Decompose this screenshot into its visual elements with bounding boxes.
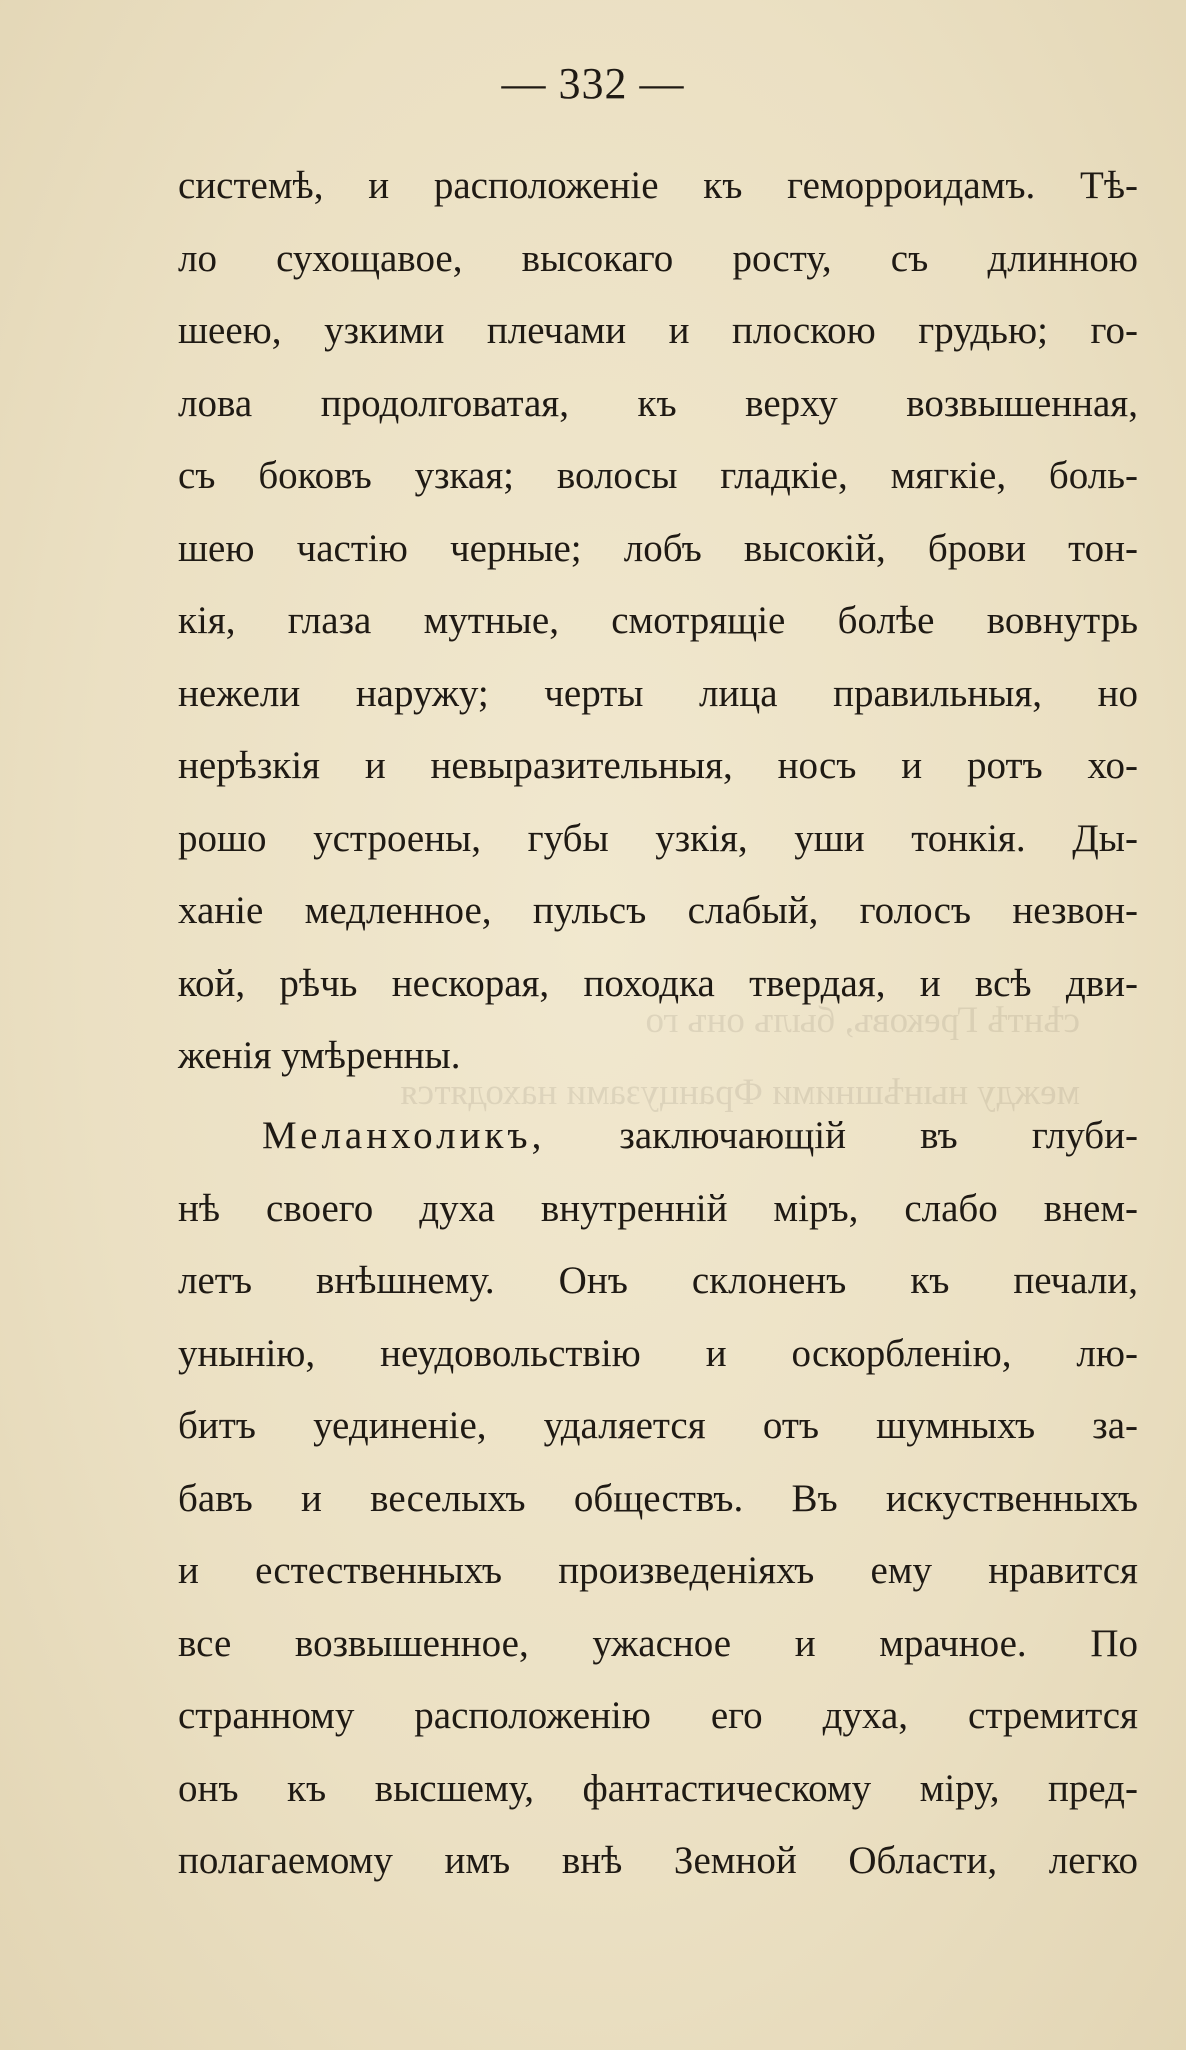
text-line: съ боковъ узкая; волосы гладкіе, мягкіе, боль- [178, 454, 1138, 497]
text-line: шею частію черные; лобъ высокій, брови тон- [178, 526, 1138, 570]
text-line: бавъ и веселыхъ обществъ. Въ искуственныхъ [178, 1476, 1138, 1520]
text-line: летъ внѣшнему. Онъ склоненъ къ печали, [178, 1259, 1138, 1302]
text-line: нѣ своего духа внутренній міръ, слабо внем- [178, 1186, 1138, 1230]
text-line: женія умѣренны. [178, 1034, 461, 1077]
text-line: ло сухощавое, высокаго росту, съ длинною [178, 236, 1138, 280]
text-line: системѣ, и расположеніе къ геморроидамъ. Тѣ- [178, 164, 1138, 207]
text-line: шеею, узкими плечами и плоскою грудью; го- [178, 309, 1138, 352]
text-line: кой, рѣчь нескорая, походка твердая, и всѣ дви- [178, 961, 1138, 1005]
page-number: — 332 — [501, 59, 685, 108]
text-line: полагаемому имъ внѣ Земной Области, легко [178, 1839, 1138, 1882]
text-line: битъ уединеніе, удаляется отъ шумныхъ за- [178, 1404, 1138, 1447]
text-line: нерѣзкія и невыразительныя, носъ и ротъ хо- [178, 744, 1138, 787]
text-line: лова продолговатая, къ верху возвышенная, [178, 381, 1138, 425]
text-line: и естественныхъ произведеніяхъ ему нравится [178, 1549, 1138, 1592]
text-line: кія, глаза мутные, смотрящіе болѣе вовнутрь [178, 599, 1138, 642]
text-line: ханіе медленное, пульсъ слабый, голосъ незвон- [178, 889, 1138, 932]
text-line-first [178, 1100, 1138, 1173]
text-line: унынію, неудовольствію и оскорбленію, лю- [178, 1331, 1138, 1375]
bleed-through-line: сѣнтѣ Грековъ, былъ онъ го [645, 1000, 1080, 1041]
text-line: все возвышенное, ужасное и мрачное. По [178, 1621, 1138, 1665]
text-line: онъ къ высшему, фантастическому міру, пред- [178, 1766, 1138, 1810]
first-line-rest: заключающій въ глуби- [545, 1114, 1138, 1157]
lead-word: Меланхоликъ, [262, 1114, 546, 1157]
paragraph-2 [178, 1100, 1138, 1898]
paragraph-1 [178, 150, 1138, 1093]
text-line: рошо устроены, губы узкія, уши тонкія. Ды- [178, 816, 1138, 860]
text-line: нежели наружу; черты лица правильныя, но [178, 671, 1138, 715]
text-line: странному расположенію его духа, стремится [178, 1694, 1138, 1737]
bleed-through-line: между нынѣшними Французами находятся [400, 1072, 1080, 1113]
